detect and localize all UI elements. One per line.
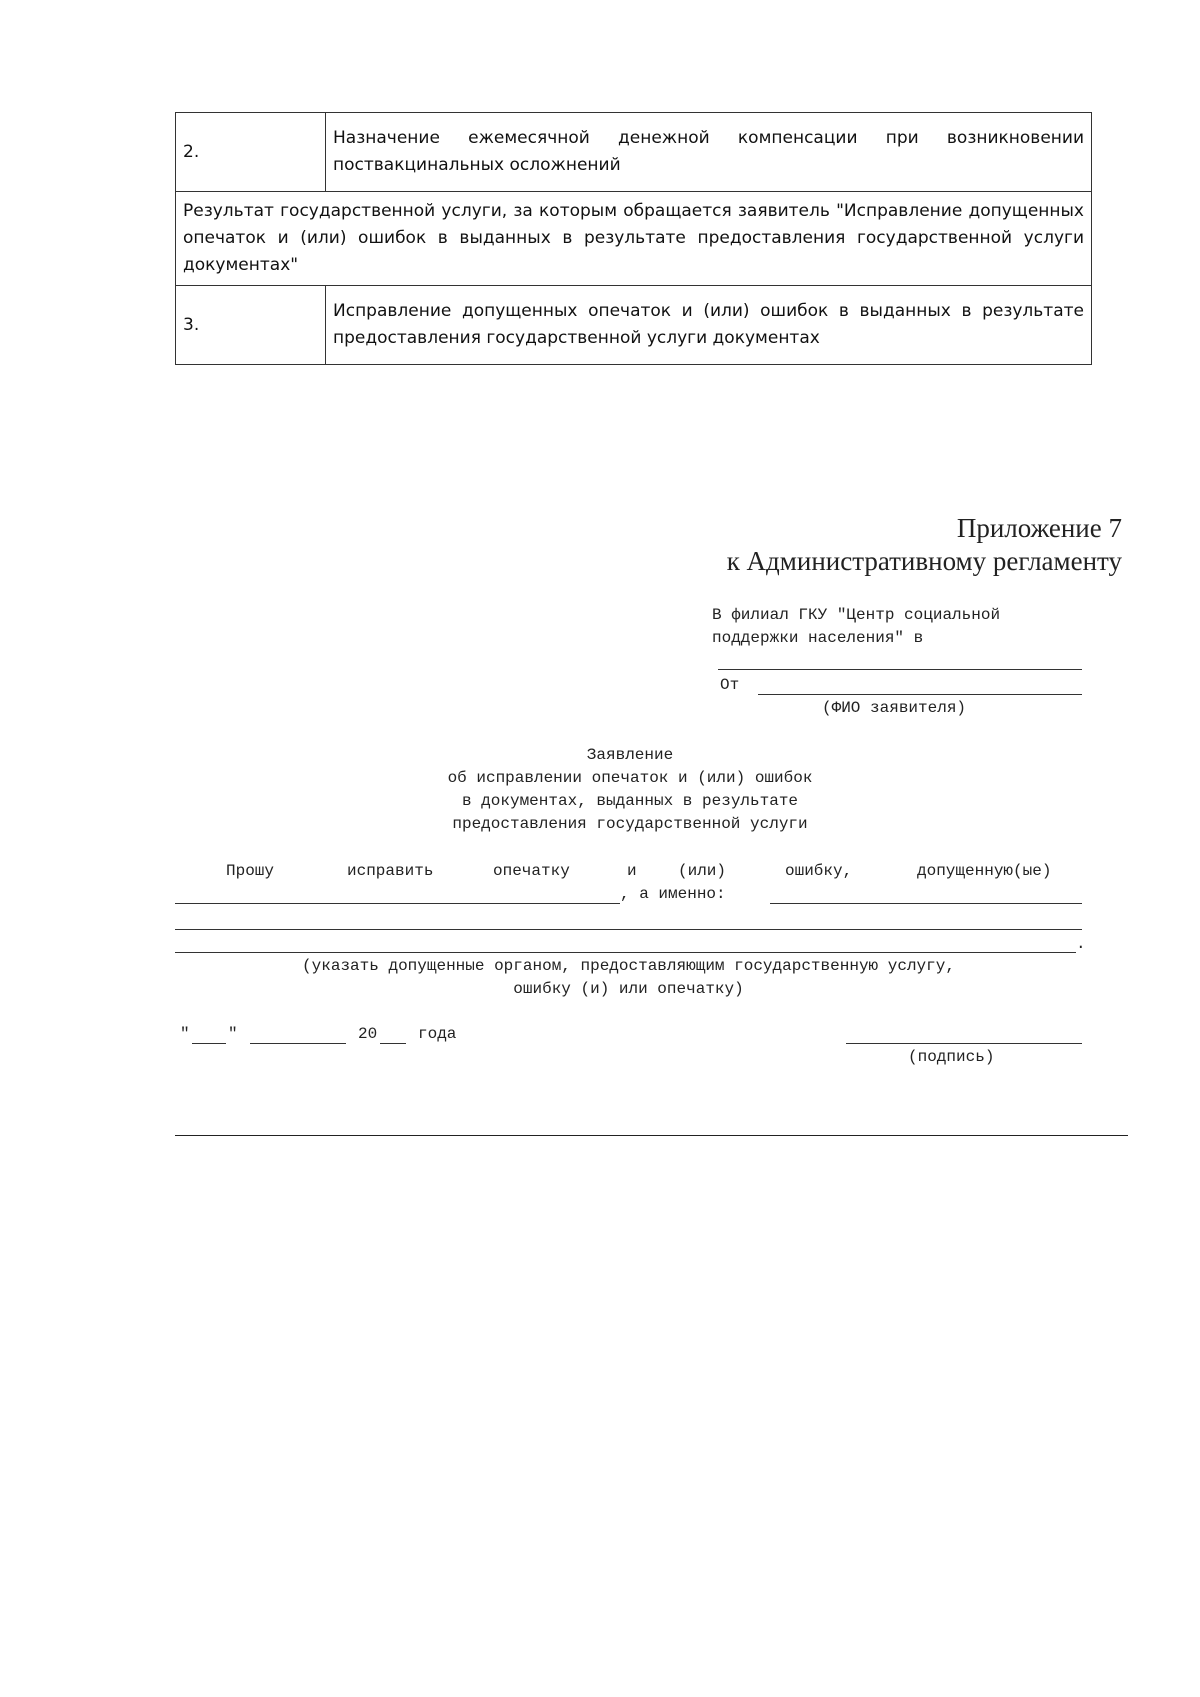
error-hint-line-2: ошибку (и) или опечатку) [513,980,744,998]
signature-field[interactable] [846,1043,1082,1044]
addressee-line-2: поддержки населения" в [712,629,924,647]
date-quote-open: " [180,1025,190,1043]
date-year-field[interactable] [380,1043,406,1044]
row-number: 3. [176,286,326,365]
addressee-line-1: В филиал ГКУ "Центр социальной [712,606,1001,624]
error-hint-line-1: (указать допущенные органом, предоставляющим государственную услугу, [302,957,955,975]
request-word: допущенную(ые) [917,862,1052,880]
date-quote-close: " [228,1025,238,1043]
statement-subtitle-3: предоставления государственной услуги [452,815,808,833]
row-text: Назначение ежемесячной денежной компенсации при возникновении поствакцинальных осложнений [326,113,1092,192]
request-word: исправить [347,862,434,880]
statement-subtitle-2: в документах, выданных в результате [461,792,799,810]
from-label: От [720,676,740,694]
applicant-name-caption: (ФИО заявителя) [822,699,967,717]
signature-caption: (подпись) [908,1048,995,1066]
branch-name-field[interactable] [718,669,1082,670]
statement-title: Заявление [586,746,674,764]
request-word: (или) [678,862,727,880]
namely-label: , а именно: [620,885,726,903]
table-row-result-header [176,192,1092,286]
request-word: опечатку [493,862,570,880]
date-month-field[interactable] [250,1043,346,1044]
request-word: и [627,862,637,880]
request-word: ошибку, [785,862,853,880]
table-row [176,113,1092,192]
error-description-line-2[interactable] [175,952,1076,953]
row-number: 2. [176,113,326,192]
bottom-divider [175,1135,1128,1136]
document-field[interactable] [175,903,620,904]
statement-subtitle-1: об исправлении опечаток и (или) ошибок [447,769,813,787]
appendix-title: Приложение 7 [956,513,1122,543]
period-mark: . [1076,935,1086,953]
date-year-prefix: 20 [358,1025,378,1043]
row-text: Результат государственной услуги, за которым обращается заявитель "Исправление допущенных опечаток и (или) ошибок в выданных в результате предоставления государственной услуги документах" [176,192,1092,286]
error-description-line-1[interactable] [175,929,1082,930]
table-row [176,286,1092,365]
namely-field[interactable] [770,903,1082,904]
date-day-field[interactable] [192,1043,226,1044]
row-text: Исправление допущенных опечаток и (или) ошибок в выданных в результате предоставления государственной услуги документах [326,286,1092,365]
services-table [175,112,1092,365]
request-word: Прошу [226,862,275,880]
date-year-suffix: года [418,1025,457,1043]
applicant-name-field[interactable] [758,694,1082,695]
appendix-subtitle: к Административному регламенту [726,546,1122,576]
